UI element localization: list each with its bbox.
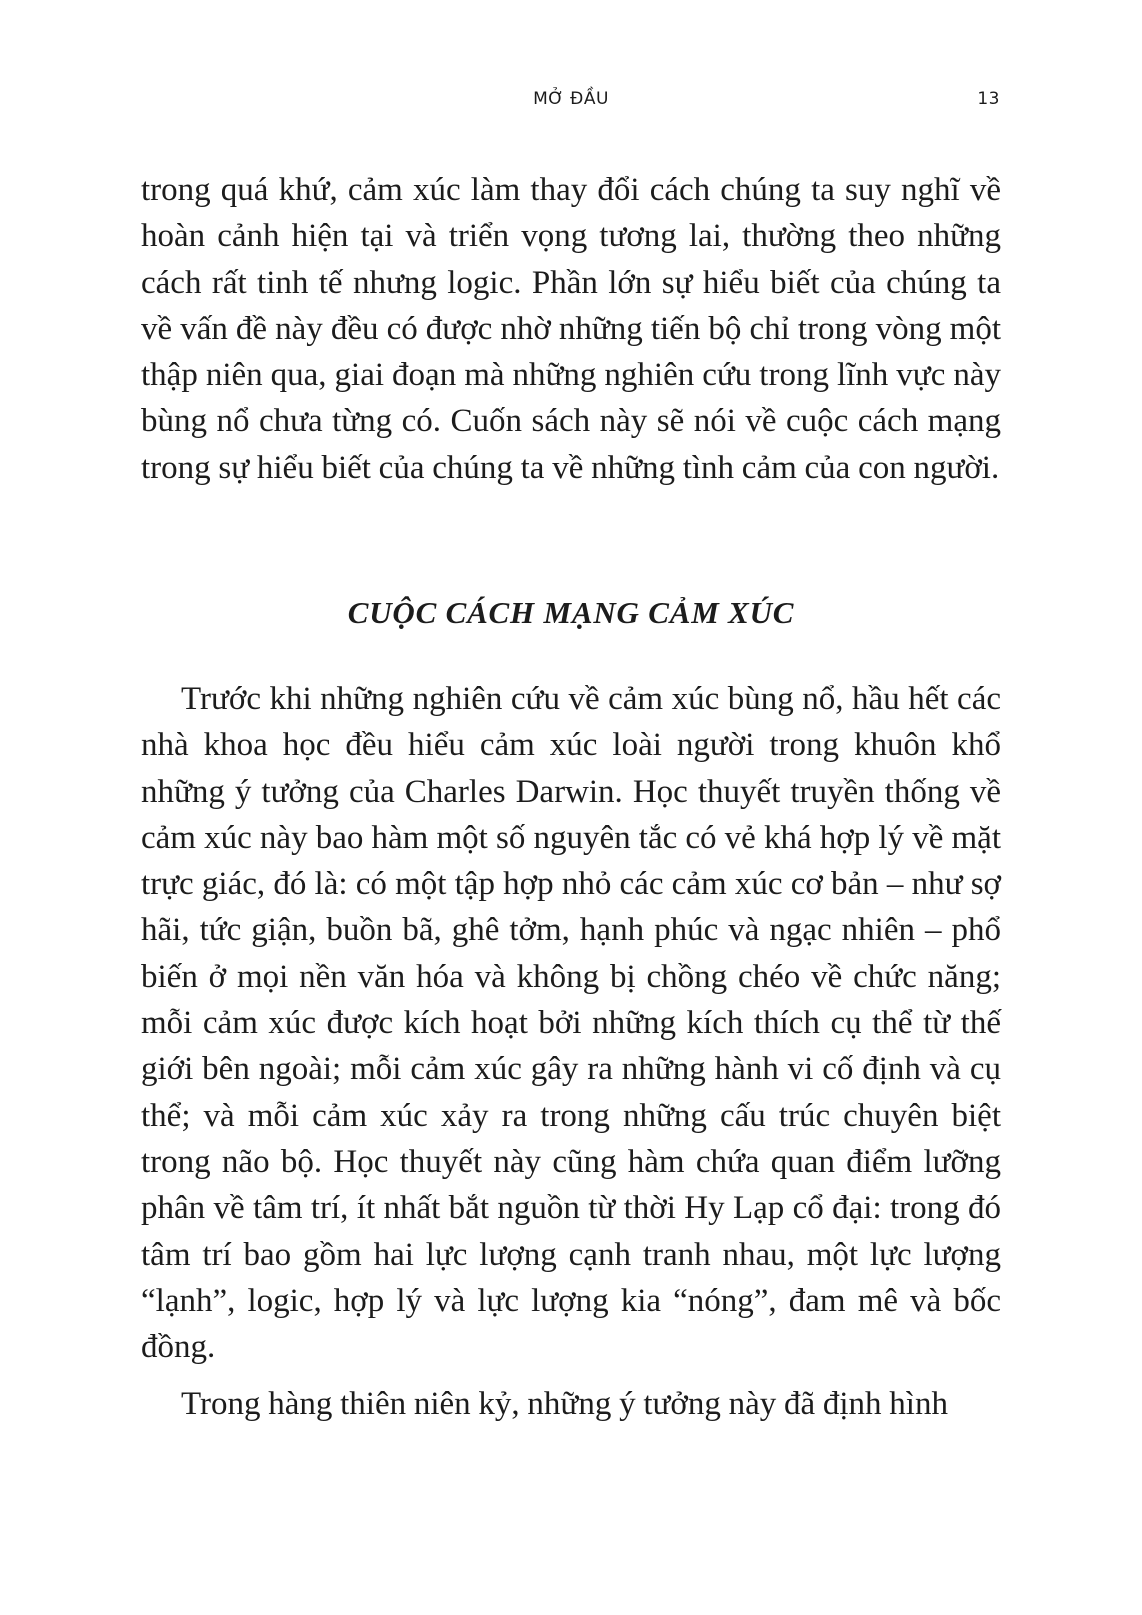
paragraph-block [141,676,1001,1370]
paragraph-block [141,167,1001,491]
chapter-title: MỞ ĐẦU [533,89,609,109]
section-heading: CUỘC CÁCH MẠNG CẢM XÚC [347,595,795,630]
paragraph: Trước khi những nghiên cứu về cảm xúc bùng nổ, hầu hết các nhà khoa học đều hiểu cảm xúc loài người trong khuôn khổ những ý tưởng của Charles Darwin. Học thuyết truyền thống về cảm xúc này bao hàm một số nguyên tắc có vẻ khá hợp lý về mặt trực giác, đó là: có một tập hợp nhỏ các cảm xúc cơ bản – như sợ hãi, tức giận, buồn bã, ghê tởm, hạnh phúc và ngạc nhiên – phổ biến ở mọi nền văn hóa và không bị chồng chéo về chức năng; mỗi cảm xúc được kích hoạt bởi những kích thích cụ thể từ thế giới bên ngoài; mỗi cảm xúc gây ra những hành vi cố định và cụ thể; và mỗi cảm xúc xảy ra trong những cấu trúc chuyên biệt trong não bộ. Học thuyết này cũng hàm chứa quan điểm lưỡng phân về tâm trí, ít nhất bắt nguồn từ thời Hy Lạp cổ đại: trong đó tâm trí bao gồm hai lực lượng cạnh tranh nhau, một lực lượng “lạnh”, logic, hợp lý và lực lượng kia “nóng”, đam mê và bốc đồng. [141,681,1001,1366]
running-header [0,89,1142,113]
page-number: 13 [977,89,1000,109]
paragraph: Trong hàng thiên niên kỷ, những ý tưởng này đã định hình [181,1386,948,1422]
paragraph-block [141,1381,1001,1427]
paragraph: trong quá khứ, cảm xúc làm thay đổi cách chúng ta suy nghĩ về hoàn cảnh hiện tại và triển vọng tương lai, thường theo những cách rất tinh tế nhưng logic. Phần lớn sự hiểu biết của chúng ta về vấn đề này đều có được nhờ những tiến bộ chỉ trong vòng một thập niên qua, giai đoạn mà những nghiên cứu trong lĩnh vực này bùng nổ chưa từng có. Cuốn sách này sẽ nói về cuộc cách mạng trong sự hiểu biết của chúng ta về những tình cảm của con người. [141,172,1001,486]
